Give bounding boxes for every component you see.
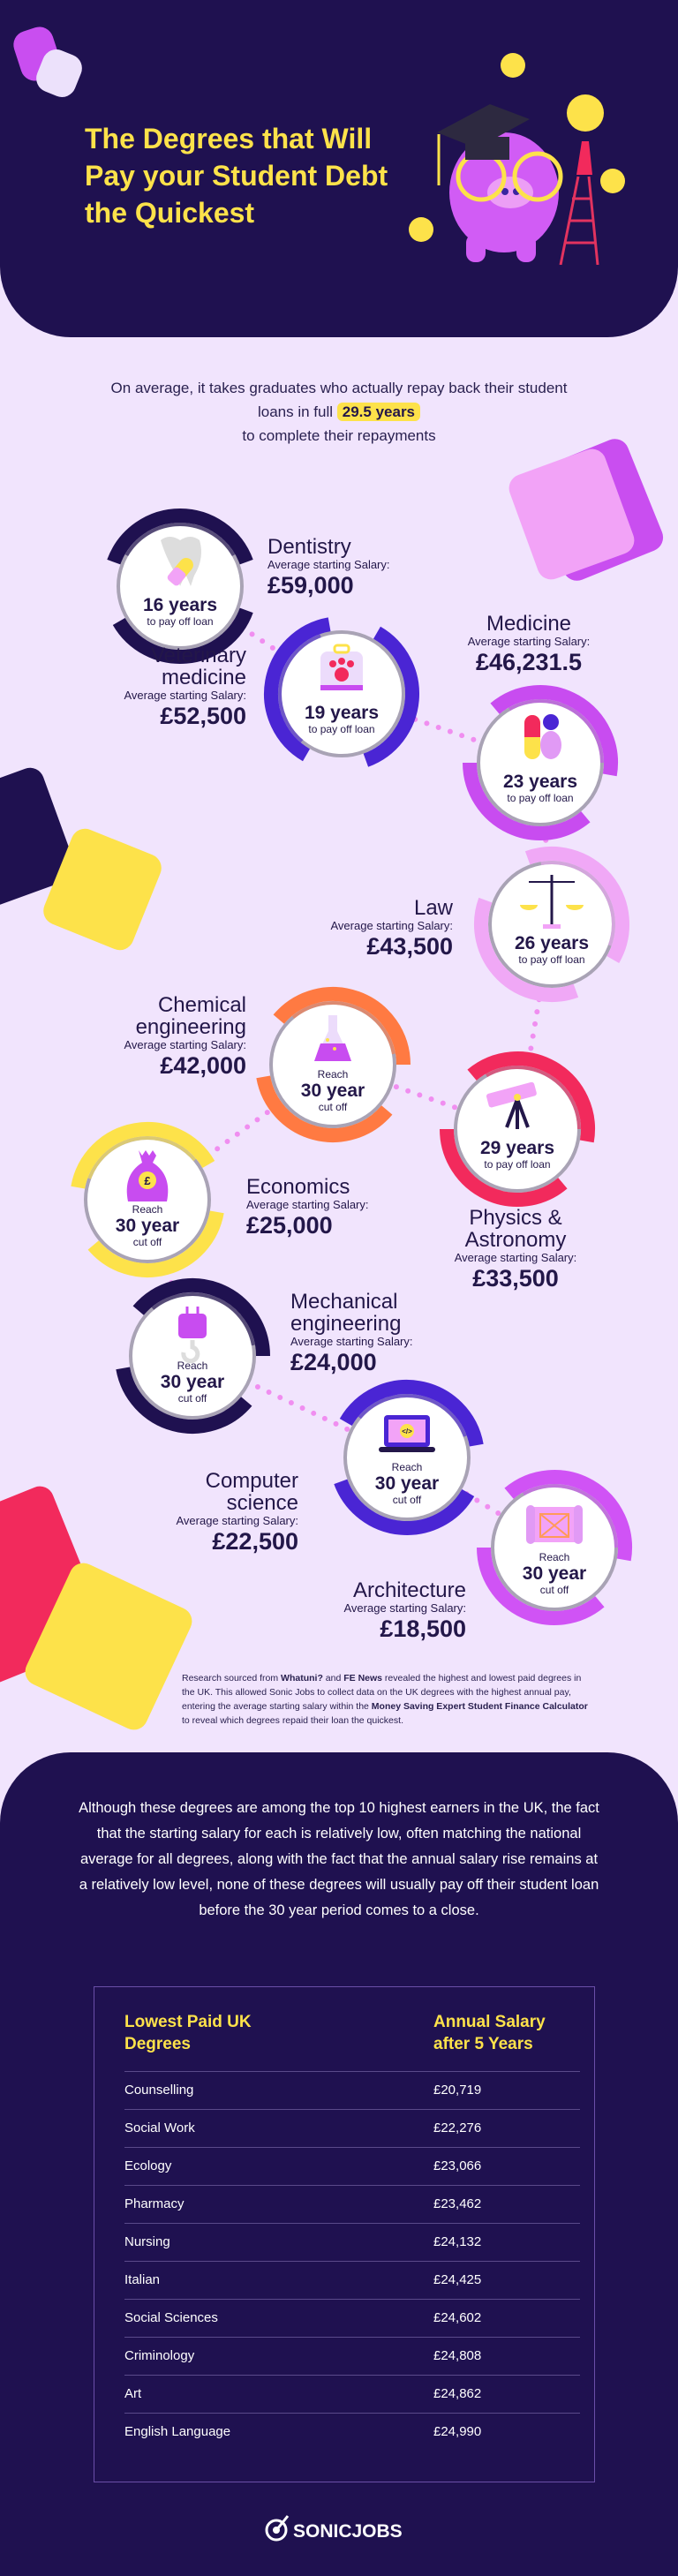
degree-label (290, 1291, 555, 1375)
research-segment: revealed the highest and lowest paid degrees in the UK. This allowed Sonic Jobs to collect data on the UK degrees with the highest annual pay, entering the average starting salary within the (182, 1673, 582, 1712)
salary-caption: Average starting Salary: (343, 1601, 466, 1615)
research-note (182, 1671, 588, 1728)
blueprint-icon (526, 1505, 583, 1544)
page-title: The Degrees that Will Pay your Student Debt the Quickest (85, 123, 388, 229)
degree-label (201, 1579, 466, 1642)
result-caption: to pay off loan (147, 615, 214, 628)
degree-name: Veterinary (150, 644, 246, 667)
salary-cell: £24,132 (433, 2234, 482, 2249)
target-icon (265, 2512, 291, 2542)
degree-label (246, 1176, 511, 1239)
degree-label (0, 644, 246, 729)
salary-cell: £24,602 (433, 2310, 482, 2325)
degree-circle (459, 682, 622, 844)
table-row (124, 2375, 580, 2413)
salary-caption: Average starting Salary: (176, 1514, 298, 1527)
salary-caption: Average starting Salary: (454, 1251, 577, 1264)
result-caption: cut off (177, 1392, 207, 1405)
loan-result (66, 1203, 229, 1248)
summary-text: Although these degrees are among the top 10 highest earners in the UK, the fact that the starting salary for each is relatively low, often matching the national average for all degrees, along with the fact that the annual salary rise remains at a relatively low level, none of these degrees will usually pay off their student loan before the 30 year period comes to a close. (79, 1800, 599, 1918)
loan-result (99, 595, 261, 628)
salary-cell: £23,066 (433, 2158, 482, 2173)
table-row (124, 2299, 580, 2337)
result-top: Reach (132, 1203, 163, 1216)
degree-name: Architecture (352, 1578, 466, 1602)
svg-text:</>: </> (402, 1427, 412, 1435)
degree-name: Dentistry (267, 535, 351, 559)
research-segment: Money Saving Expert Student Finance Calculator (371, 1701, 588, 1712)
degree-name: Mechanical (290, 1290, 398, 1314)
degree-name: Astronomy (464, 1228, 567, 1252)
degree-name: Computer (205, 1469, 298, 1493)
loan-result (436, 1138, 599, 1171)
logo-text: SONICJOBS (293, 2521, 403, 2542)
result-caption: to pay off loan (518, 953, 585, 966)
salary-cell: £24,425 (433, 2272, 482, 2287)
degree-label (34, 1470, 298, 1555)
research-segment: Whatuni? (281, 1673, 323, 1683)
table-row (124, 2109, 580, 2147)
degree-circle (66, 1119, 229, 1281)
result-value: 26 years (514, 933, 590, 953)
table-header-salary: Annual Salary after 5 Years (433, 2013, 546, 2053)
intro-text-before: On average, it takes graduates who actually repay back their student loans in full (110, 380, 568, 420)
result-top: Reach (317, 1068, 349, 1081)
degree-circle (471, 843, 633, 1006)
sonicjobs-logo (265, 2507, 415, 2546)
salary-caption: Average starting Salary: (267, 558, 390, 571)
result-top: Reach (539, 1551, 570, 1563)
result-caption: to pay off loan (484, 1158, 551, 1171)
salary-cell: £24,862 (433, 2386, 482, 2401)
svg-text:£: £ (144, 1174, 151, 1187)
starting-salary: £42,000 (160, 1052, 246, 1079)
research-segment: to reveal which degrees repaid their loan the quickest. (182, 1715, 403, 1726)
result-value: 16 years (142, 595, 218, 615)
loan-result (111, 1360, 274, 1405)
result-value: 30 year (115, 1216, 180, 1236)
degree-name: medicine (161, 666, 246, 689)
loan-result (459, 772, 622, 804)
degree-name: Medicine (486, 612, 572, 636)
table-row (124, 2261, 580, 2299)
salary-caption: Average starting Salary: (467, 635, 591, 648)
degree-name: science (226, 1491, 298, 1515)
degree-name: engineering (135, 1015, 246, 1039)
starting-salary: £33,500 (472, 1265, 559, 1292)
salary-caption: Average starting Salary: (290, 1335, 413, 1348)
intro-highlight: 29.5 years (337, 403, 420, 421)
starting-salary: £43,500 (366, 933, 453, 960)
result-value: 23 years (502, 772, 578, 792)
starting-salary: £24,000 (290, 1349, 377, 1375)
result-value: 30 year (300, 1081, 365, 1101)
salary-caption: Average starting Salary: (124, 689, 246, 702)
degree-name: Law (413, 896, 453, 920)
salary-cell: £24,990 (433, 2424, 482, 2439)
salary-cell: £22,276 (433, 2120, 482, 2135)
vet-kit-icon (320, 645, 363, 690)
starting-salary: £22,500 (212, 1528, 298, 1555)
degree-cell: Art (124, 2386, 142, 2401)
research-segment: and (322, 1673, 344, 1683)
degree-label (0, 994, 246, 1079)
loan-result (252, 1068, 414, 1113)
salary-caption: Average starting Salary: (330, 919, 453, 932)
result-caption: cut off (132, 1236, 162, 1248)
degree-cell: Pharmacy (124, 2196, 185, 2211)
degree-cell: Nursing (124, 2234, 170, 2249)
degree-cell: English Language (124, 2424, 231, 2439)
intro-text-after: to complete their repayments (242, 427, 436, 444)
degree-cell: Social Sciences (124, 2310, 218, 2325)
degree-name: Economics (246, 1175, 350, 1199)
lowest-paid-table (94, 1986, 595, 2482)
table-header-degree: Lowest Paid UK Degrees (124, 2013, 252, 2053)
starting-salary: £25,000 (246, 1212, 333, 1239)
result-value: 30 year (374, 1473, 440, 1494)
salary-caption: Average starting Salary: (246, 1198, 369, 1211)
degree-circle (111, 1275, 274, 1437)
degree-circle (252, 983, 414, 1146)
degree-cell: Social Work (124, 2120, 195, 2135)
result-caption: cut off (392, 1494, 422, 1506)
loan-result (473, 1551, 636, 1596)
salary-cell: £20,719 (433, 2083, 482, 2098)
degree-circle (326, 1376, 488, 1539)
result-value: 30 year (522, 1563, 587, 1584)
degree-label (396, 613, 661, 675)
result-top: Reach (391, 1461, 423, 1473)
table-row (124, 2185, 580, 2223)
degree-cell: Italian (124, 2272, 161, 2287)
starting-salary: £52,500 (160, 703, 246, 729)
table-row (124, 2337, 580, 2375)
degree-circle (473, 1466, 636, 1629)
salary-cell: £23,462 (433, 2196, 482, 2211)
starting-salary: £18,500 (380, 1616, 466, 1642)
table-row (124, 2071, 580, 2109)
salary-cell: £24,808 (433, 2348, 482, 2363)
degree-name: engineering (290, 1312, 402, 1336)
degree-cell: Counselling (124, 2083, 194, 2098)
laptop-code-icon (379, 1415, 435, 1452)
loan-result (471, 933, 633, 966)
table-row (124, 2413, 580, 2451)
result-value: 30 year (160, 1372, 225, 1392)
result-caption: cut off (539, 1584, 569, 1596)
loan-result (326, 1461, 488, 1506)
salary-caption: Average starting Salary: (124, 1038, 246, 1051)
degree-name: Chemical (157, 993, 246, 1017)
starting-salary: £59,000 (267, 572, 354, 599)
research-segment: Research sourced from (182, 1673, 282, 1683)
degree-cell: Ecology (124, 2158, 172, 2173)
table-row (124, 2223, 580, 2261)
result-caption: cut off (318, 1101, 348, 1113)
result-caption: to pay off loan (308, 723, 375, 735)
degree-label (188, 897, 453, 960)
result-value: 29 years (479, 1138, 555, 1158)
research-segment: FE News (343, 1673, 382, 1683)
result-caption: to pay off loan (507, 792, 574, 804)
degree-label (267, 536, 532, 599)
result-top: Reach (177, 1360, 208, 1372)
loan-result (260, 703, 423, 735)
result-value: 19 years (304, 703, 380, 723)
starting-salary: £46,231.5 (475, 649, 583, 675)
degree-name: Physics & (469, 1206, 562, 1230)
degree-cell: Criminology (124, 2348, 195, 2363)
table-row (124, 2147, 580, 2185)
